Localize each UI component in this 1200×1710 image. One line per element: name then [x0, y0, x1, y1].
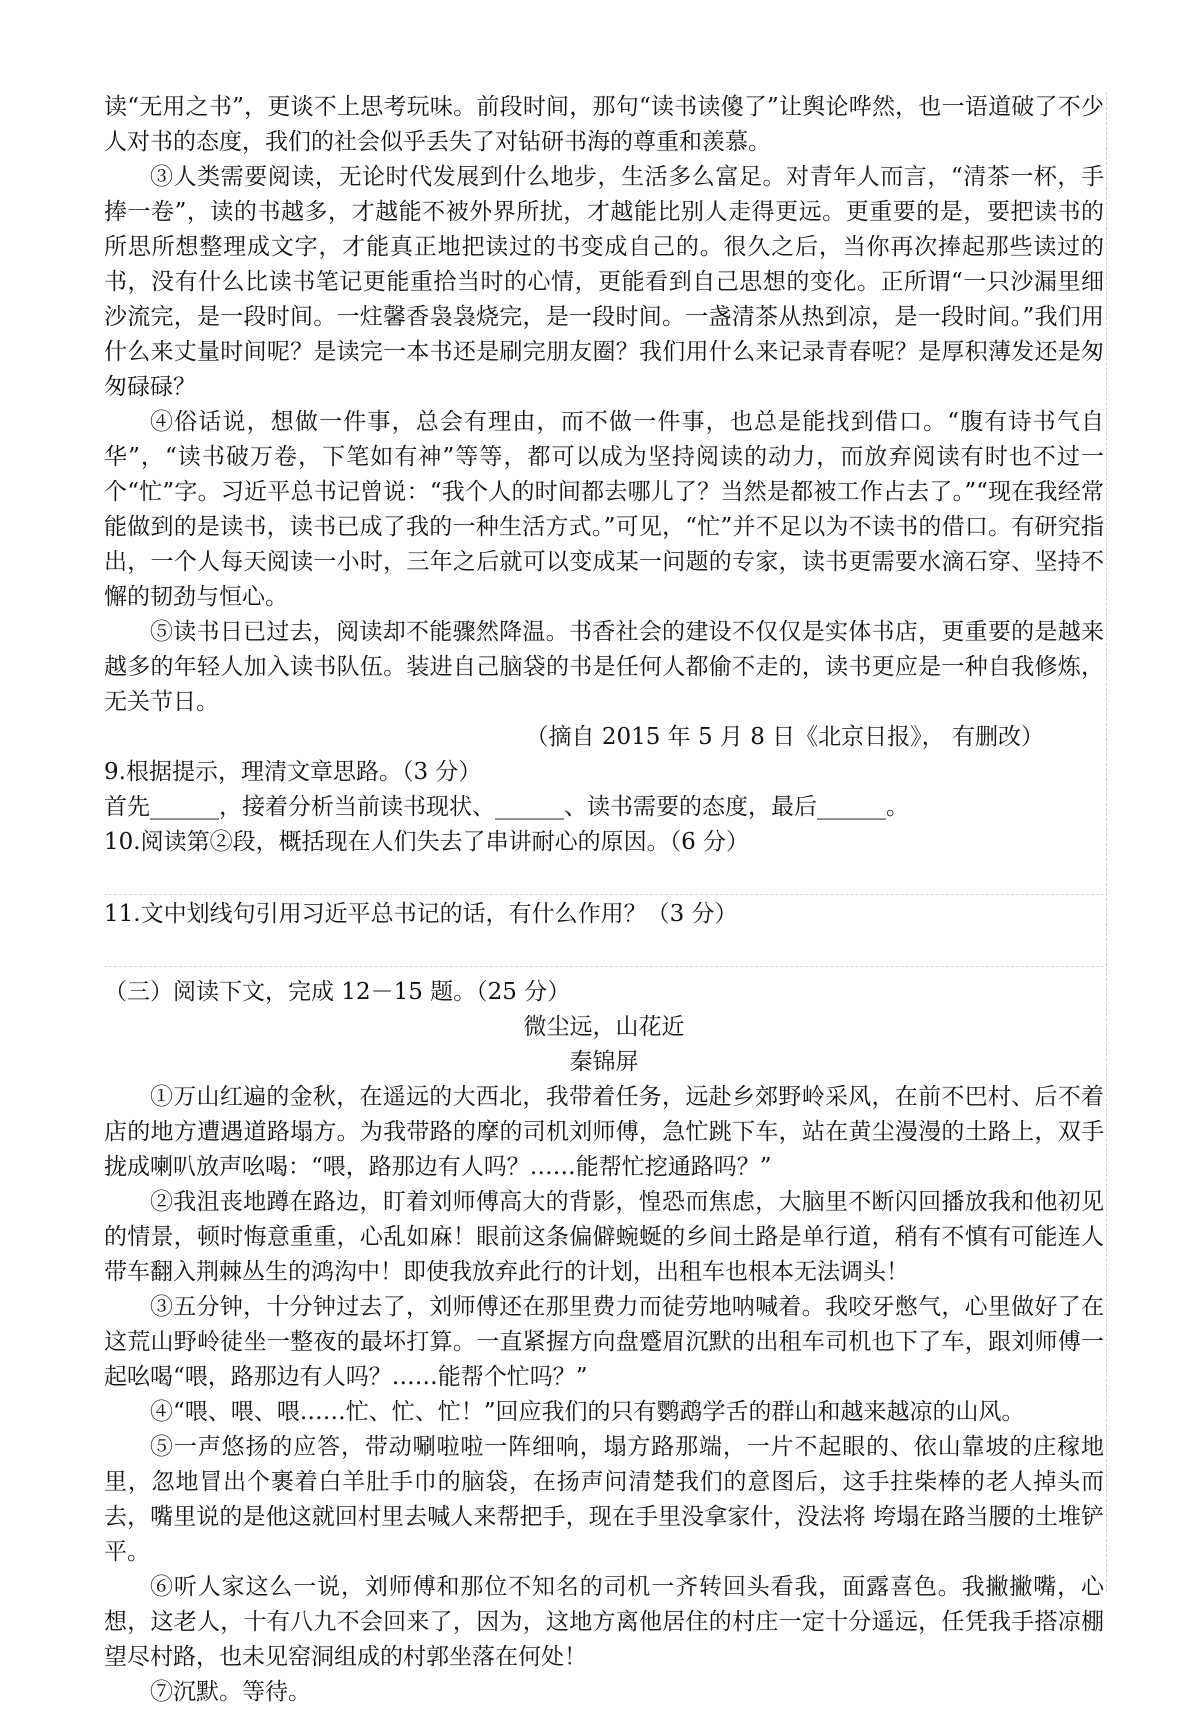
story-paragraph-5: ⑤一声悠扬的应答，带动唰啦啦一阵细响，塌方路那端，一片不起眼的、依山靠坡的庄稼地里，忽地冒出个裹着白羊肚手巾的脑袋，在扬声问清楚我们的意图后，这手拄柴棒的老人掉头而去，嘴里说的是他这就回村里去喊人来帮把手，现在手里没拿家什，没法将 垮塌在路当腰的土堆铲平。 — [104, 1434, 1104, 1565]
question-11: 11.文中划线句引用习近平总书记的话，有什么作用？（3 分） — [104, 901, 738, 927]
story-paragraph-3: ③五分钟，十分钟过去了，刘师傅还在那里费力而徒劳地呐喊着。我咬牙憋气，心里做好了在这荒山野岭徒坐一整夜的最坏打算。一直紧握方向盘蹙眉沉默的出租车司机也下了车，跟刘师傅一起吆喝“喂，路那边有人吗？……能帮个忙吗？” — [104, 1294, 1104, 1390]
article-paragraph-2-continued: 读“无用之书”，更谈不上思考玩味。前段时间，那句“读书读傻了”让舆论哗然，也一语道破了不少人对书的态度，我们的社会似乎丢失了对钻研书海的尊重和羡慕。 — [104, 94, 1104, 155]
story-paragraph-7: ⑦沉默。等待。 — [150, 1679, 311, 1705]
article-paragraph-4: ④俗话说，想做一件事，总会有理由，而不做一件事，也总是能找到借口。“腹有诗书气自华”，“读书破万卷，下笔如有神”等等，都可以成为坚持阅读的动力，而放弃阅读有时也不过一个“忙”字。习近平总书记曾说：“我个人的时间都去哪儿了？当然是都被工作占去了。”“现在我经常能做到的是读书，读书已成了我的一种生活方式。”可见，“忙”并不足以为不读书的借口。有研究指出，一个人每天阅读一小时，三年之后就可以变成某一问题的专家，读书更需要水滴石穿、坚持不懈的韧劲与恒心。 — [104, 409, 1104, 610]
document-page — [104, 90, 1104, 1710]
answer-space-q10[interactable] — [104, 860, 1104, 895]
question-9: 9.根据提示，理清文章思路。（3 分） — [104, 759, 482, 785]
answer-space-q11[interactable] — [104, 932, 1104, 967]
story-paragraph-6: ⑥听人家这么一说，刘师傅和那位不知名的司机一齐转回头看我，面露喜色。我撇撇嘴，心想，这老人，十有八九不会回来了，因为，这地方离他居住的村庄一定十分遥远，任凭我手搭凉棚望尽村路，也未见窑洞组成的村郭坐落在何处！ — [104, 1574, 1104, 1670]
question-10: 10.阅读第②段，概括现在人们失去了串讲耐心的原因。（6 分） — [104, 829, 750, 855]
section-3-heading: （三）阅读下文，完成 12－15 题。（25 分） — [104, 979, 571, 1005]
article-paragraph-5: ⑤读书日已过去，阅读却不能骤然降温。书香社会的建设不仅仅是实体书店，更重要的是越来越多的年轻人加入读书队伍。装进自己脑袋的书是任何人都偷不走的，读书更应是一种自我修炼，无关节日。 — [104, 619, 1104, 715]
article-paragraph-3: ③人类需要阅读，无论时代发展到什么地步，生活多么富足。对青年人而言，“清茶一杯，手捧一卷”，读的书越多，才越能不被外界所扰，才越能比别人走得更远。更重要的是，要把读书的所思所想整理成文字，才能真正地把读过的书变成自己的。很久之后，当你再次捧起那些读过的书，没有什么比读书笔记更能重拾当时的心情，更能看到自己思想的变化。正所谓“一只沙漏里细沙流完，是一段时间。一炷馨香袅袅烧完，是一段时间。一盏清茶从热到凉，是一段时间。”我们用什么来丈量时间呢？是读完一本书还是刷完朋友圈？我们用什么来记录青春呢？是厚积薄发还是匆匆碌碌？ — [104, 164, 1104, 400]
question-9-fill-blanks: 首先______，接着分析当前读书现状、______、读书需要的态度，最后______。 — [104, 794, 909, 820]
story-title: 微尘远，山花近 — [523, 1014, 685, 1040]
margin-dashed-rule — [1106, 92, 1107, 1592]
story-paragraph-1: ①万山红遍的金秋，在遥远的大西北，我带着任务，远赴乡郊野岭采风，在前不巴村、后不着店的地方遭遇道路塌方。为我带路的摩的司机刘师傅，急忙跳下车，站在黄尘漫漫的土路上，双手拢成喇叭放声吆喝：“喂，路那边有人吗？……能帮忙挖通路吗？” — [104, 1084, 1104, 1180]
story-paragraph-2: ②我沮丧地蹲在路边，盯着刘师傅高大的背影，惶恐而焦虑，大脑里不断闪回播放我和他初见的情景，顿时悔意重重，心乱如麻！眼前这条偏僻蜿蜒的乡间土路是单行道，稍有不慎有可能连人带车翻入荆棘丛生的鸿沟中！即使我放弃此行的计划，出租车也根本无法调头！ — [104, 1189, 1104, 1285]
story-paragraph-4: ④“喂、喂、喂……忙、忙、忙！”回应我们的只有鹦鹉学舌的群山和越来越凉的山风。 — [150, 1399, 1025, 1425]
article-source: （摘自 2015 年 5 月 8 日《北京日报》， 有删改） — [525, 724, 1044, 750]
story-author: 秦锦屏 — [569, 1049, 639, 1075]
